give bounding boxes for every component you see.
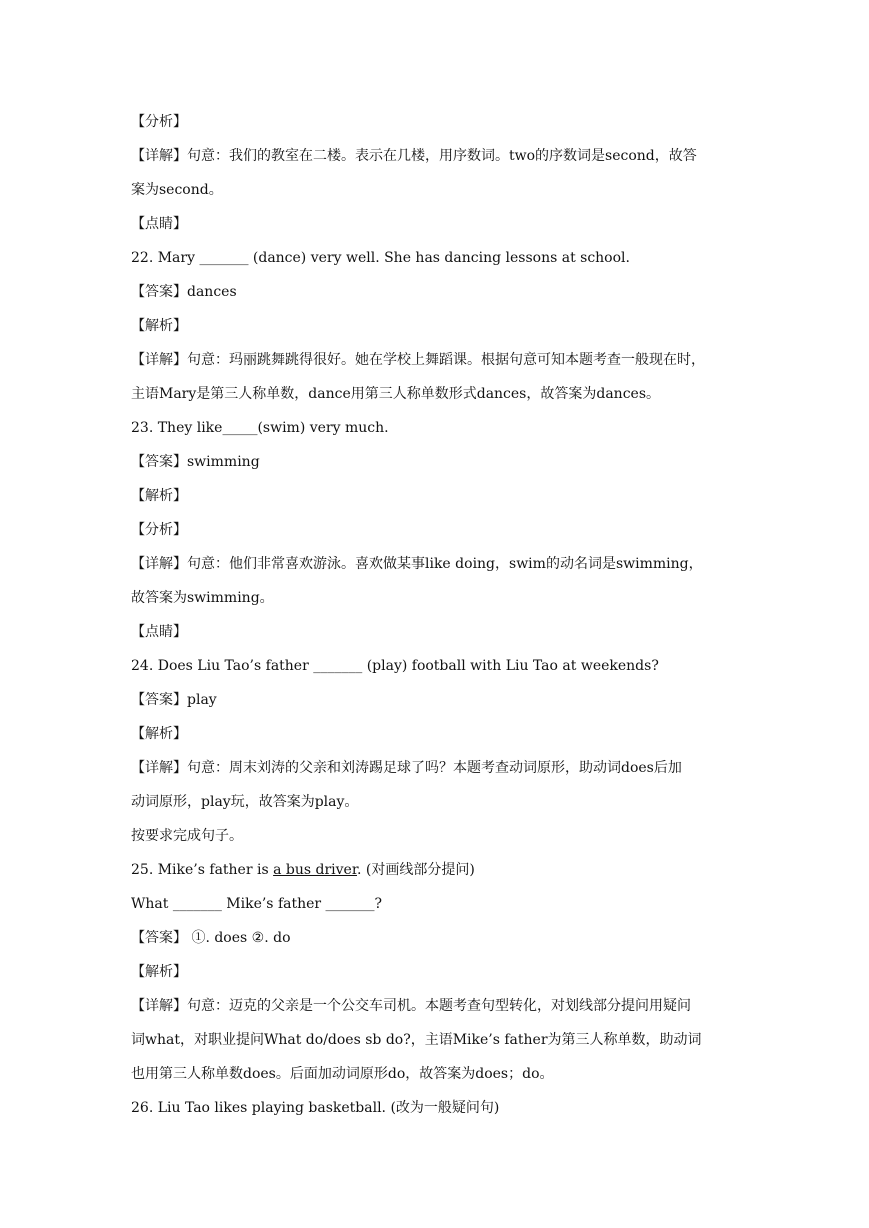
- explanation-line: 【详解】句意：玛丽跳舞跳得很好。她在学校上舞蹈课。根据句意可知本题考查一般现在时，: [131, 352, 705, 368]
- answer-line: 【答案】swimming: [131, 454, 260, 470]
- question-23: 23. They like_____(swim) very much.: [131, 420, 389, 436]
- question-25-blank-line: What _______ Mike’s father _______?: [131, 896, 383, 912]
- question-22: 22. Mary _______ (dance) very well. She has dancing lessons at school.: [131, 250, 630, 266]
- explanation-line: 动词原形，play玩，故答案为play。: [131, 794, 359, 810]
- explanation-line: 【详解】句意：我们的教室在二楼。表示在几楼，用序数词。two的序数词是second，故答: [131, 148, 697, 164]
- explanation-line: 主语Mary是第三人称单数，dance用第三人称单数形式dances，故答案为dances。: [131, 386, 661, 402]
- explanation-line: 【详解】句意：他们非常喜欢游泳。喜欢做某事like doing，swim的动名词是swimming，: [131, 556, 703, 572]
- answer-line: 【答案】play: [131, 692, 217, 708]
- analysis-label: 【分析】: [131, 114, 187, 130]
- analysis-label: 【解析】: [131, 488, 187, 504]
- comment-label: 【点睛】: [131, 624, 187, 640]
- analysis-label: 【解析】: [131, 318, 187, 334]
- explanation-line: 【详解】句意：迈克的父亲是一个公交车司机。本题考查句型转化，对划线部分提问用疑问: [131, 998, 691, 1014]
- question-25-suffix: . (对画线部分提问): [356, 862, 475, 878]
- explanation-line: 【详解】句意：周末刘涛的父亲和刘涛踢足球了吗？本题考查动词原形，助动词does后加: [131, 760, 682, 776]
- analysis-label: 【解析】: [131, 964, 187, 980]
- comment-label: 【点睛】: [131, 216, 187, 232]
- question-25: [131, 856, 743, 890]
- question-25-prefix: 25. Mike’s father is: [131, 862, 274, 878]
- explanation-line: 故答案为swimming。: [131, 590, 274, 606]
- question-25-underlined: a bus driver: [273, 862, 357, 878]
- question-24: 24. Does Liu Tao’s father _______ (play) football with Liu Tao at weekends?: [131, 658, 659, 674]
- analysis-label: 【解析】: [131, 726, 187, 742]
- answer-line: 【答案】dances: [131, 284, 237, 300]
- explanation-line: 也用第三人称单数does。后面加动词原形do，故答案为does；do。: [131, 1066, 554, 1082]
- explanation-line: 词what，对职业提问What do/does sb do?，主语Mike’s father为第三人称单数，助动词: [131, 1032, 702, 1048]
- section-heading: 按要求完成句子。: [131, 828, 243, 844]
- question-26: 26. Liu Tao likes playing basketball. (改为一般疑问句): [131, 1100, 500, 1116]
- explanation-line: 案为second。: [131, 182, 223, 198]
- answer-line: 【答案】 ①. does ②. do: [131, 930, 291, 946]
- analysis-label: 【分析】: [131, 522, 187, 538]
- document-content: [131, 108, 743, 1128]
